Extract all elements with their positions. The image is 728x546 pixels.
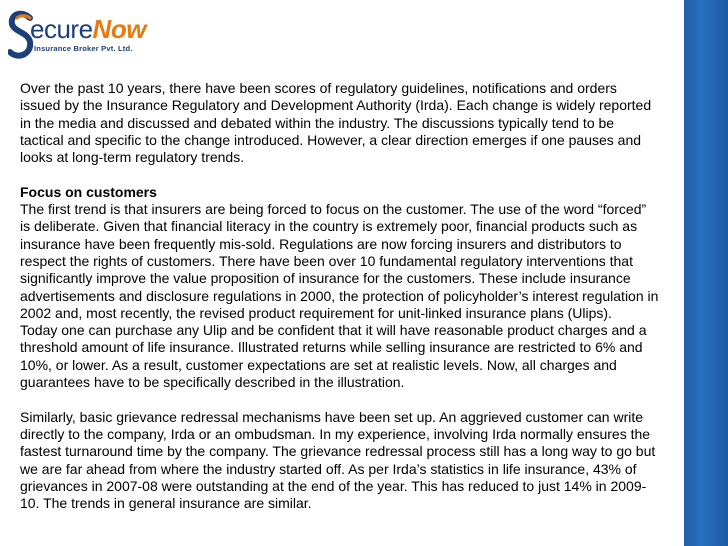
paragraph-customers-1: The first trend is that insurers are being forced to focus on the customer. The use of the word “forced” is deliberate. Given that financial literacy in the country is extremely poor, financial products such as insurance have been frequently mis-sold. Regulations are now forcing insurers and distributors to respect the rights of customers. There have been over 10 fundamental regulatory interventions that significantly improve the value proposition of insurance for the customers. These include insurance advertisements and disclosure regulations in 2000, the protection of policyholder’s interest regulation in 2002 and, most recently, the revised product requirement for unit-linked insurance plans (Ulips). [20,201,659,321]
logo-wordmark [30,16,146,42]
paragraph-spacer [20,166,660,183]
article-body [20,80,660,512]
paragraph-spacer [20,391,660,408]
paragraph-customers-2: Today one can purchase any Ulip and be confident that it will have reasonable product charges and a threshold amount of life insurance. Illustrated returns while selling insurance are restricted to 6% and 10%, or lower. As a result, customer expectations are set at realistic levels. Now, all charges and guarantees have to be specifically described in the illustration. [20,322,647,391]
right-accent-bar [684,0,728,546]
logo-word-secure: ecure [30,14,93,44]
section-heading: Focus on customers [20,183,157,200]
paragraph-grievance: Similarly, basic grievance redressal mechanisms have been set up. An aggrieved customer can write directly to the company, Irda or an ombudsman. In my experience, involving Irda normally ensures the fastest turnaround time by the company. The grievance redressal process still has a long way to go but we are far ahead from where the industry started off. As per Irda’s statistics in life insurance, 43% of grievances in 2007-08 were outstanding at the end of the year. This has reduced to just 14% in 2009-10. The trends in general insurance are similar. [20,408,656,512]
logo-tagline: Insurance Broker Pvt. Ltd. [34,44,133,53]
logo-word-now: Now [92,14,146,44]
intro-paragraph: Over the past 10 years, there have been scores of regulatory guidelines, notifications and orders issued by the Insurance Regulatory and Development Authority (Irda). Each change is widely reported in the media and discussed and debated within the industry. The discussions typically tend to be tactical and specific to the change introduced. However, a clear direction emerges if one pauses and looks at long-term regulatory trends. [20,80,652,166]
securenow-logo [8,10,158,62]
